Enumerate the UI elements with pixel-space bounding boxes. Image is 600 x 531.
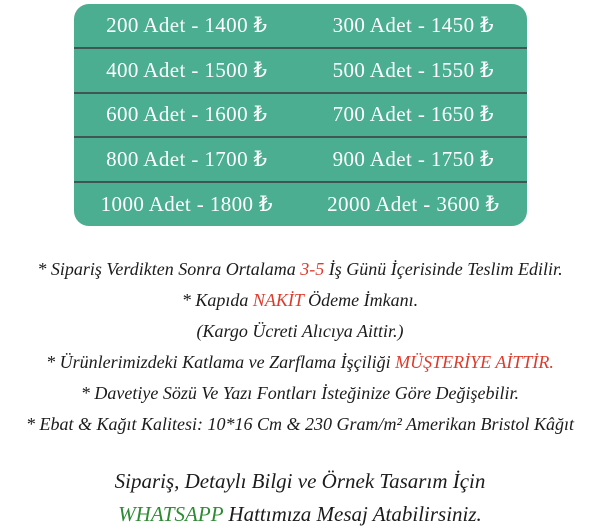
note-text: (Kargo Ücreti Alıcıya Aittir.) [196,321,404,341]
price-cell: 400 Adet - 1500 ₺ [106,57,268,82]
note-highlight: MÜŞTERİYE AİTTİR. [395,352,554,372]
price-cell: 1000 Adet - 1800 ₺ [100,192,273,217]
price-cell: 600 Adet - 1600 ₺ [106,102,268,127]
note-highlight: 3-5 [300,259,325,279]
price-cell: 2000 Adet - 3600 ₺ [327,192,500,217]
price-cell: 300 Adet - 1450 ₺ [332,12,494,37]
note-text: * Ürünlerimizdeki Katlama ve Zarflama İşçiliği [46,352,396,372]
price-cell: 900 Adet - 1750 ₺ [332,147,494,172]
price-table-row [74,4,527,47]
price-cell: 200 Adet - 1400 ₺ [106,12,268,37]
note-text: * Davetiye Sözü Ve Yazı Fontları İsteğinize Göre Değişebilir. [80,383,520,403]
note-text: Ödeme İmkanı. [303,290,419,310]
footer-text: Hattımıza Mesaj Atabilirsiniz. [223,502,482,526]
note-fonts [0,378,600,409]
pricing-flyer [0,4,600,531]
price-table-row [74,47,527,92]
price-cell: 800 Adet - 1700 ₺ [106,147,268,172]
note-text: * Kapıda [181,290,253,310]
note-text: * Ebat & Kağıt Kalitesi: 10*16 Cm & 230 Gram/m² Amerikan Bristol Kâğıt [25,414,575,434]
price-table-row [74,136,527,181]
note-text: İş Günü İçerisinde Teslim Edilir. [324,259,563,279]
price-table-row [74,181,527,226]
note-cash-payment [0,285,600,316]
price-table-row [74,92,527,137]
footer-contact-intro: Sipariş, Detaylı Bilgi ve Örnek Tasarım İçin [114,469,486,493]
note-paper-quality [0,409,600,440]
footer-section [0,465,600,531]
whatsapp-label: WHATSAPP [118,502,224,526]
note-highlight: NAKİT [252,290,304,310]
price-cell: 700 Adet - 1650 ₺ [332,102,494,127]
price-table [74,4,527,226]
price-cell: 500 Adet - 1550 ₺ [332,57,494,82]
note-shipping-fee [0,316,600,347]
notes-section [0,254,600,440]
footer-whatsapp-line [0,498,600,531]
note-labor [0,347,600,378]
note-text: * Sipariş Verdikten Sonra Ortalama [37,259,301,279]
note-delivery-time [0,254,600,285]
